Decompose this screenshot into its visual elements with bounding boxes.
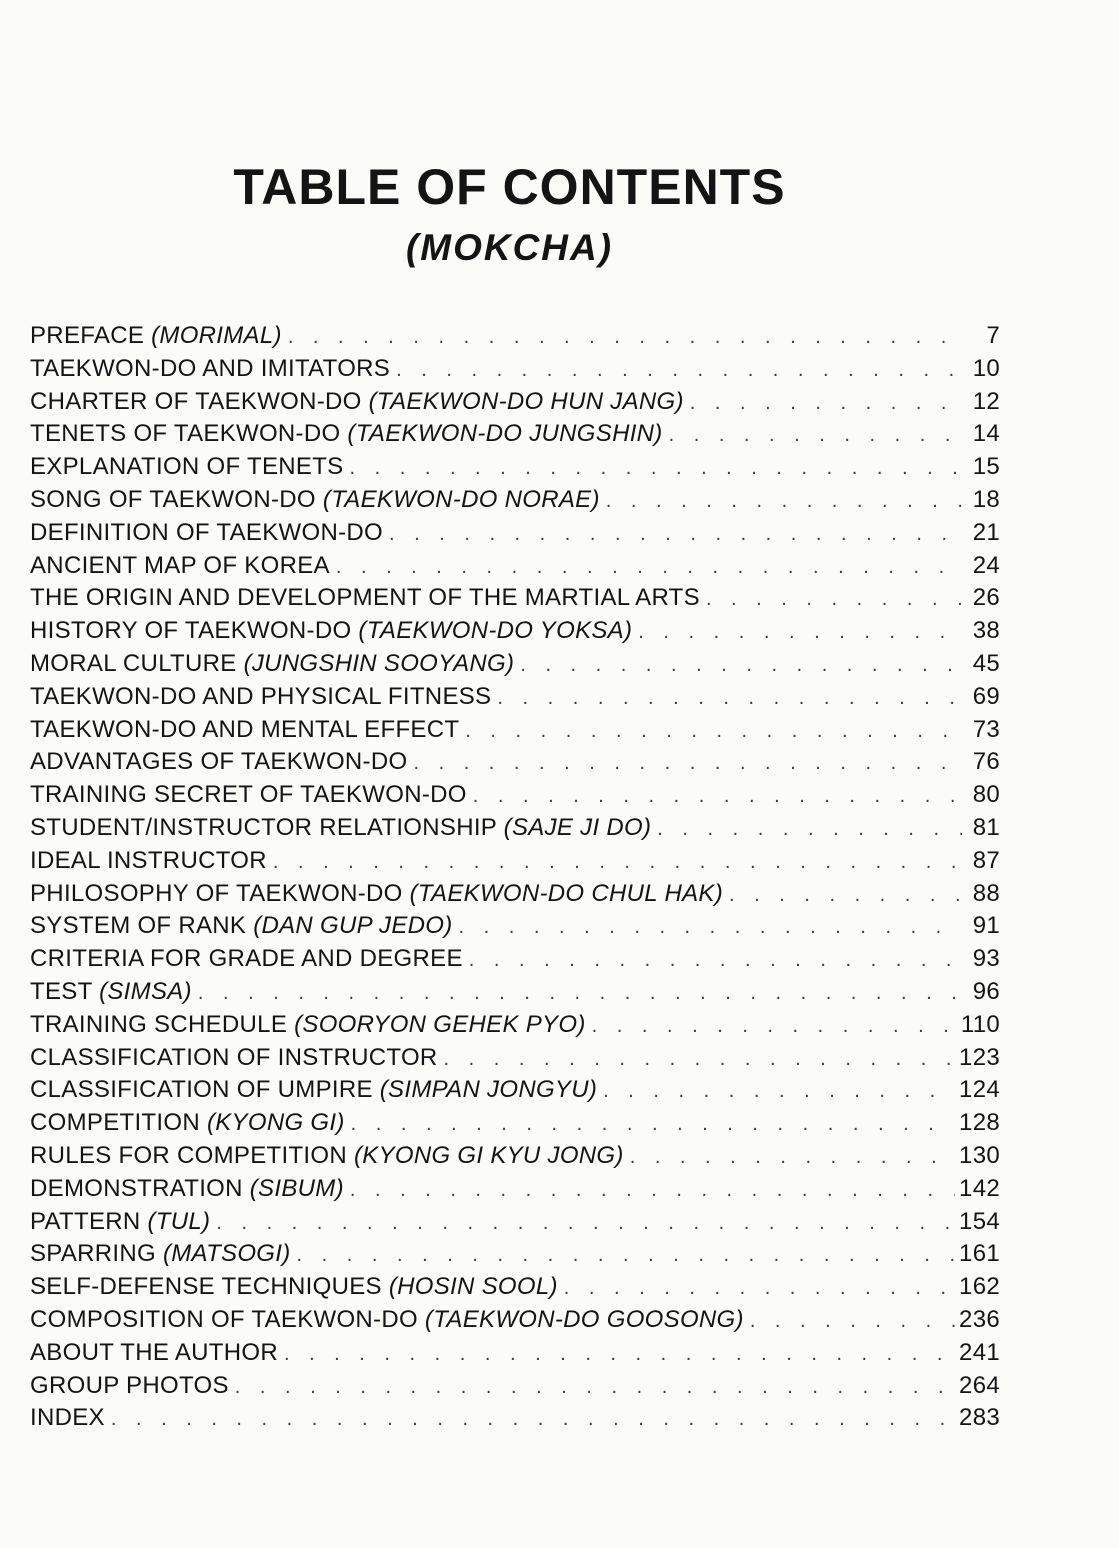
toc-entry-title [30, 1074, 597, 1107]
toc-entry-korean-name: (SAJE JI DO) [503, 813, 652, 841]
toc-entry-korean-name: (SIMPAN JONGYU) [379, 1076, 598, 1104]
dot-leader [469, 944, 962, 977]
toc-entry-name: STUDENT/INSTRUCTOR RELATIONSHIP [30, 813, 497, 841]
toc-entry-name: MORAL CULTURE [30, 649, 237, 677]
dot-leader [473, 780, 962, 813]
toc-entry [30, 1009, 1000, 1042]
toc-entry-name: SONG OF TAEKWON-DO [30, 485, 316, 513]
toc-entry-name: GROUP PHOTOS [30, 1371, 229, 1399]
toc-entry-title [30, 1238, 291, 1271]
toc-entry-name: COMPETITION [30, 1109, 200, 1137]
toc-entry-page-number: 69 [972, 682, 1000, 710]
toc-entry [30, 648, 1000, 681]
toc-entry [30, 714, 1000, 747]
toc-entry-name: ANCIENT MAP OF KOREA [30, 551, 330, 579]
toc-entry-page-number: 123 [959, 1043, 1000, 1071]
dot-leader [288, 321, 962, 354]
toc-entry-page-number: 10 [972, 354, 1000, 382]
toc-entry-page-number: 162 [959, 1273, 1000, 1301]
toc-entry-name: THE ORIGIN AND DEVELOPMENT OF THE MARTIAL ARTS [30, 584, 700, 612]
dot-leader [349, 452, 962, 485]
dot-leader [444, 1043, 956, 1076]
toc-entry-name: SYSTEM OF RANK [30, 912, 247, 940]
toc-entry-korean-name: (TAEKWON-DO JUNGSHIN) [347, 420, 663, 448]
toc-entry [30, 1370, 1000, 1403]
dot-leader [396, 354, 962, 387]
table-of-contents [30, 320, 1000, 1435]
toc-entry-title [30, 550, 330, 583]
toc-entry-title [30, 517, 383, 550]
toc-entry-korean-name: (TUL) [147, 1207, 211, 1235]
toc-entry-page-number: 283 [959, 1404, 1000, 1432]
toc-entry-title [30, 910, 453, 943]
toc-entry [30, 681, 1000, 714]
toc-entry-page-number: 128 [959, 1109, 1000, 1137]
toc-entry-name: SPARRING [30, 1240, 156, 1268]
toc-entry [30, 779, 1000, 812]
toc-entry-page-number: 14 [972, 420, 1000, 448]
toc-entry-title [30, 1304, 744, 1337]
toc-entry-title [30, 779, 467, 812]
toc-entry [30, 1304, 1000, 1337]
toc-entry-page-number: 236 [959, 1305, 1000, 1333]
toc-entry [30, 976, 1000, 1009]
toc-entry-title [30, 1140, 624, 1173]
toc-entry-title [30, 746, 407, 779]
toc-entry [30, 943, 1000, 976]
toc-entry-name: CRITERIA FOR GRADE AND DEGREE [30, 945, 463, 973]
toc-entry [30, 386, 1000, 419]
dot-leader [706, 583, 962, 616]
dot-leader [520, 649, 962, 682]
page-title: TABLE OF CONTENTS [233, 159, 786, 215]
toc-entry-page-number: 264 [959, 1371, 1000, 1399]
toc-entry-name: TAEKWON-DO AND MENTAL EFFECT [30, 715, 460, 743]
toc-entry-title [30, 1402, 105, 1435]
dot-leader [351, 1108, 955, 1141]
dot-leader [465, 715, 962, 748]
toc-entry-title [30, 320, 282, 353]
dot-leader [606, 485, 962, 518]
toc-entry [30, 615, 1000, 648]
toc-entry-title [30, 812, 651, 845]
toc-entry-name: PREFACE [30, 322, 145, 349]
dot-leader [284, 1338, 955, 1371]
toc-entry-page-number: 81 [972, 813, 1000, 841]
toc-entry [30, 582, 1000, 615]
toc-entry-korean-name: (SOORYON GEHEK PYO) [294, 1010, 586, 1038]
toc-entry-name: DEFINITION OF TAEKWON-DO [30, 518, 383, 546]
toc-entry-name: EXPLANATION OF TENETS [30, 453, 344, 481]
dot-leader [350, 1174, 955, 1207]
toc-entry [30, 550, 1000, 583]
toc-entry [30, 746, 1000, 779]
toc-entry [30, 1238, 1000, 1271]
dot-leader [389, 518, 962, 551]
toc-entry-page-number: 45 [972, 649, 1000, 677]
toc-entry-korean-name: (KYONG GI) [206, 1109, 345, 1137]
toc-entry-page-number: 18 [972, 485, 1000, 513]
toc-entry [30, 1107, 1000, 1140]
dot-leader [657, 813, 962, 846]
toc-entry-page-number: 142 [959, 1174, 1000, 1202]
toc-entry-name: RULES FOR COMPETITION [30, 1141, 347, 1169]
dot-leader [690, 387, 962, 420]
toc-entry-page-number: 96 [972, 977, 1000, 1005]
toc-entry-name: TAEKWON-DO AND PHYSICAL FITNESS [30, 682, 492, 710]
toc-entry-korean-name: (MATSOGI) [162, 1240, 291, 1268]
dot-leader [669, 419, 962, 452]
toc-entry [30, 878, 1000, 911]
dot-leader [729, 879, 962, 912]
toc-entry [30, 451, 1000, 484]
toc-entry-name: CLASSIFICATION OF INSTRUCTOR [30, 1043, 438, 1071]
toc-entry [30, 517, 1000, 550]
toc-entry [30, 1074, 1000, 1107]
toc-entry-page-number: 21 [972, 518, 1000, 546]
dot-leader [111, 1403, 955, 1436]
dot-leader [459, 911, 962, 944]
toc-entry-korean-name: (SIBUM) [249, 1174, 344, 1202]
toc-entry-name: IDEAL INSTRUCTOR [30, 846, 267, 874]
dot-leader [603, 1075, 955, 1108]
toc-entry-title [30, 1271, 558, 1304]
toc-entry-name: TRAINING SECRET OF TAEKWON-DO [30, 781, 467, 809]
dot-leader [198, 977, 962, 1010]
dot-leader [235, 1371, 955, 1404]
toc-entry-name: ADVANTAGES OF TAEKWON-DO [30, 748, 408, 776]
toc-entry-page-number: 130 [959, 1141, 1000, 1169]
toc-entry-page-number: 24 [972, 551, 1000, 579]
toc-entry-korean-name: (MORIMAL) [151, 322, 282, 349]
toc-entry-page-number: 241 [959, 1338, 1000, 1366]
dot-leader [216, 1207, 955, 1240]
toc-entry-korean-name: (DAN GUP JEDO) [253, 912, 453, 940]
dot-leader [413, 747, 962, 780]
toc-entry-name: PATTERN [30, 1207, 141, 1235]
toc-entry-page-number: 110 [960, 1010, 1000, 1038]
toc-entry [30, 812, 1000, 845]
toc-entry-title [30, 1042, 438, 1075]
toc-entry-name: TRAINING SCHEDULE [30, 1010, 288, 1038]
toc-entry-page-number: 15 [972, 453, 1000, 481]
dot-leader [336, 551, 962, 584]
toc-entry-page-number: 91 [972, 912, 1000, 940]
toc-entry [30, 1206, 1000, 1239]
toc-entry-title [30, 1173, 344, 1206]
toc-entry-korean-name: (HOSIN SOOL) [388, 1273, 558, 1301]
toc-entry-korean-name: (TAEKWON-DO GOOSONG) [424, 1305, 744, 1333]
toc-entry [30, 1271, 1000, 1304]
dot-leader [638, 616, 962, 649]
toc-entry [30, 418, 1000, 451]
toc-entry-page-number: 7 [986, 322, 1000, 349]
toc-entry-page-number: 88 [972, 879, 1000, 907]
toc-entry [30, 845, 1000, 878]
toc-entry-korean-name: (SIMSA) [99, 977, 192, 1005]
toc-entry-title [30, 418, 663, 451]
toc-entry-title [30, 386, 684, 419]
toc-entry-title [30, 1370, 229, 1403]
toc-entry-title [30, 451, 343, 484]
toc-entry-page-number: 76 [972, 748, 1000, 776]
toc-entry-title [30, 582, 700, 615]
toc-entry [30, 910, 1000, 943]
toc-entry-name: PHILOSOPHY OF TAEKWON-DO [30, 879, 403, 907]
toc-entry-title [30, 714, 459, 747]
dot-leader [592, 1010, 957, 1043]
toc-entry [30, 1402, 1000, 1435]
dot-leader [273, 846, 962, 879]
toc-entry-title [30, 1206, 210, 1239]
toc-entry [30, 353, 1000, 386]
dot-leader [750, 1305, 955, 1338]
toc-entry [30, 484, 1000, 517]
toc-entry-page-number: 12 [972, 387, 1000, 415]
toc-entry-name: TEST [30, 977, 93, 1005]
toc-entry-title [30, 353, 390, 386]
toc-entry-page-number: 87 [972, 846, 1000, 874]
toc-entry-page-number: 38 [972, 617, 1000, 645]
toc-entry-title [30, 845, 267, 878]
toc-entry-title [30, 484, 600, 517]
toc-entry-name: TAEKWON-DO AND IMITATORS [30, 354, 391, 382]
toc-entry [30, 1173, 1000, 1206]
toc-entry-title [30, 1107, 345, 1140]
toc-entry-name: DEMONSTRATION [30, 1174, 243, 1202]
toc-entry-title [30, 648, 514, 681]
toc-entry [30, 320, 1000, 353]
toc-entry-title [30, 1337, 278, 1370]
toc-entry-korean-name: (TAEKWON-DO NORAE) [322, 485, 600, 513]
toc-entry-title [30, 943, 463, 976]
toc-entry-page-number: 124 [959, 1076, 1000, 1104]
toc-entry [30, 1140, 1000, 1173]
toc-entry-name: COMPOSITION OF TAEKWON-DO [30, 1305, 418, 1333]
toc-entry-name: CHARTER OF TAEKWON-DO [30, 387, 362, 415]
toc-entry-page-number: 93 [972, 945, 1000, 973]
toc-entry-korean-name: (TAEKWON-DO YOKSA) [358, 617, 633, 645]
toc-entry-korean-name: (TAEKWON-DO CHUL HAK) [409, 879, 723, 907]
toc-entry-name: CLASSIFICATION OF UMPIRE [30, 1076, 373, 1104]
toc-entry-page-number: 154 [959, 1207, 1000, 1235]
toc-entry-name: SELF-DEFENSE TECHNIQUES [30, 1273, 382, 1301]
toc-entry-title [30, 1009, 586, 1042]
toc-entry-name: HISTORY OF TAEKWON-DO [30, 617, 352, 645]
toc-entry-name: TENETS OF TAEKWON-DO [30, 420, 341, 448]
toc-entry [30, 1042, 1000, 1075]
dot-leader [497, 682, 962, 715]
toc-entry-page-number: 80 [972, 781, 1000, 809]
toc-entry-title [30, 681, 491, 714]
dot-leader [630, 1141, 955, 1174]
toc-entry-title [30, 615, 632, 648]
toc-entry [30, 1337, 1000, 1370]
toc-entry-korean-name: (JUNGSHIN SOOYANG) [243, 649, 515, 677]
toc-entry-korean-name: (KYONG GI KYU JONG) [353, 1141, 624, 1169]
dot-leader [564, 1272, 955, 1305]
toc-entry-page-number: 26 [972, 584, 1000, 612]
toc-entry-title [30, 878, 723, 911]
page-subtitle: (MOKCHA) [405, 227, 614, 268]
toc-entry-korean-name: (TAEKWON-DO HUN JANG) [368, 387, 684, 415]
dot-leader [297, 1239, 956, 1272]
toc-entry-title [30, 976, 192, 1009]
toc-entry-name: ABOUT THE AUTHOR [30, 1338, 278, 1366]
toc-entry-page-number: 161 [959, 1240, 1000, 1268]
toc-entry-page-number: 73 [972, 715, 1000, 743]
toc-entry-name: INDEX [30, 1404, 105, 1432]
